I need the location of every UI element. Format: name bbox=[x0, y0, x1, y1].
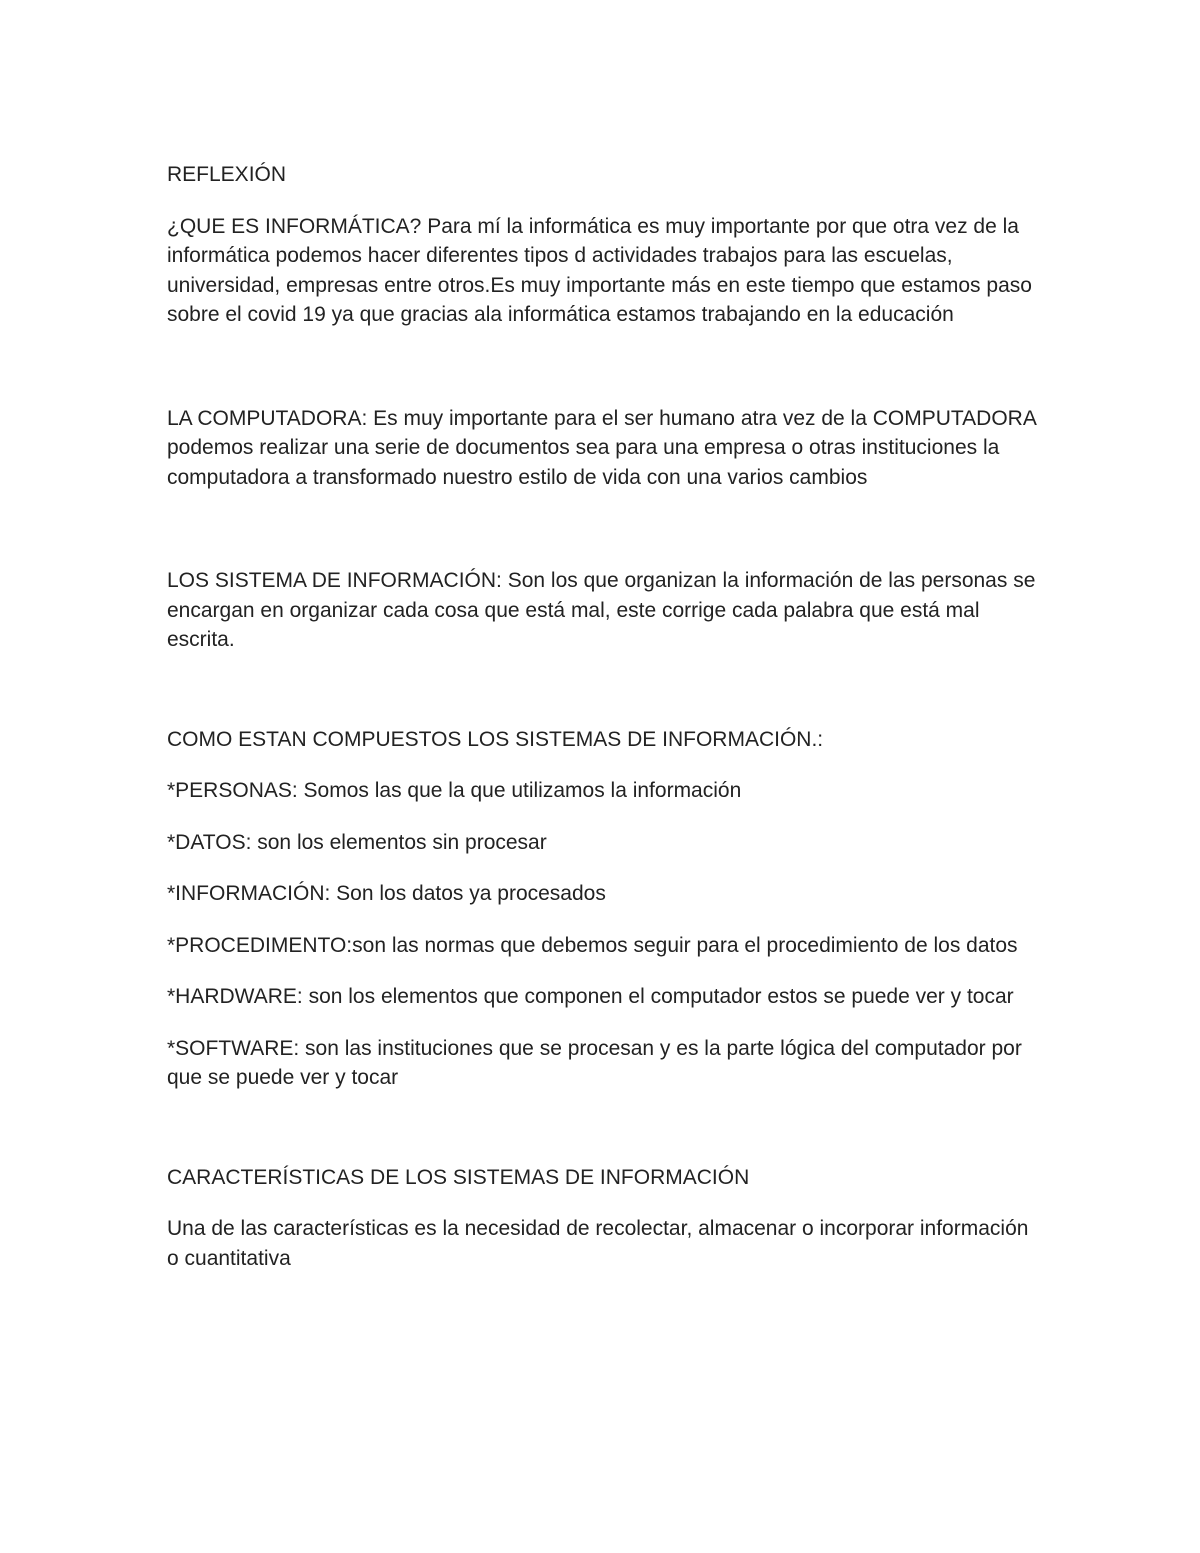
heading-caracteristicas: CARACTERÍSTICAS DE LOS SISTEMAS DE INFORMACIÓN bbox=[167, 1165, 750, 1189]
list-item-procedimiento: *PROCEDIMENTO:son las normas que debemos seguir para el procedimiento de los datos bbox=[167, 933, 1018, 957]
paragraph-caracteristicas: Una de las características es la necesidad de recolectar, almacenar o incorporar información o cuantitativa bbox=[167, 1217, 1029, 1270]
paragraph-que-es-informatica: ¿QUE ES INFORMÁTICA? Para mí la informática es muy importante por que otra vez de la informática podemos hacer diferentes tipos d actividades trabajos para las escuelas, universidad, empresas entre otros.Es muy importante más en este tiempo que estamos paso sobre el covid 19 ya que gracias ala informática estamos trabajando en la educación bbox=[167, 214, 1032, 326]
list-item-informacion: *INFORMACIÓN: Son los datos ya procesados bbox=[167, 882, 606, 905]
list-item-personas: *PERSONAS: Somos las que la que utilizamos la información bbox=[167, 779, 742, 802]
list-item-datos: *DATOS: son los elementos sin procesar bbox=[167, 830, 547, 854]
list-item-software: *SOFTWARE: son las instituciones que se procesan y es la parte lógica del computador por que se puede ver y tocar bbox=[167, 1036, 1022, 1089]
paragraph-sistema-de-informacion: LOS SISTEMA DE INFORMACIÓN: Son los que organizan la información de las personas se encargan en organizar cada cosa que está mal, este corrige cada palabra que está mal escrita. bbox=[167, 569, 1036, 651]
heading-como-estan-compuestos: COMO ESTAN COMPUESTOS LOS SISTEMAS DE INFORMACIÓN.: bbox=[167, 727, 824, 751]
list-item-hardware: *HARDWARE: son los elementos que componen el computador estos se puede ver y tocar bbox=[167, 985, 1014, 1008]
paragraph-la-computadora: LA COMPUTADORA: Es muy importante para el ser humano atra vez de la COMPUTADORA podemos realizar una serie de documentos sea para una empresa o otras instituciones la computadora a transformado nuestro estilo de vida con una varios cambios bbox=[167, 406, 1036, 489]
document-page bbox=[167, 160, 1037, 1295]
document-title: REFLEXIÓN bbox=[167, 163, 287, 186]
